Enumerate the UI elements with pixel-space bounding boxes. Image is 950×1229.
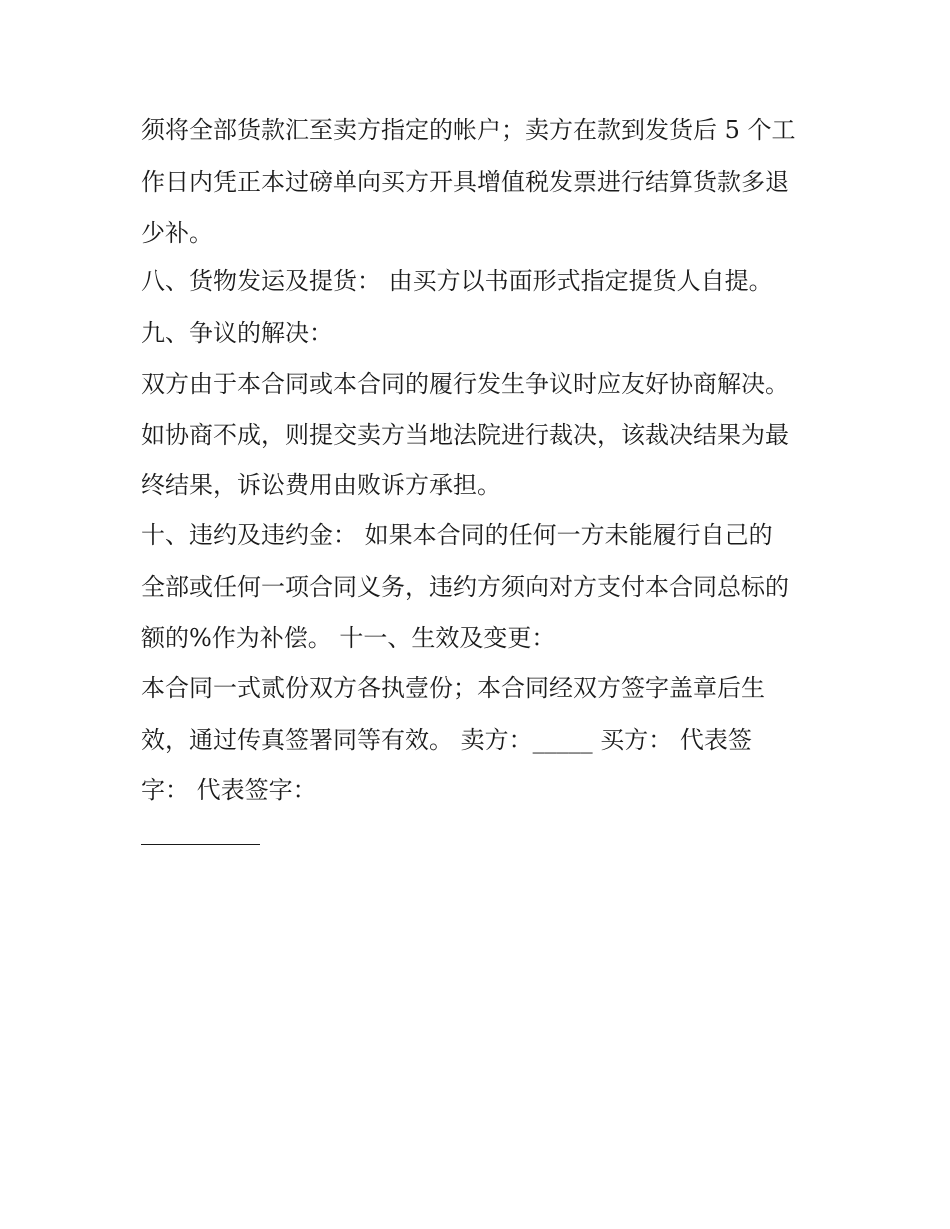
- clause-10-line: 十、违约及违约金： 如果本合同的任何一方未能履行自己的: [141, 521, 773, 549]
- text-line-11: 额的%作为补偿。 十一、生效及变更：: [141, 624, 556, 652]
- text-line-12: 本合同一式贰份双方各执壹份；本合同经双方签字盖章后生: [141, 674, 765, 702]
- clause-8-line: 八、货物发运及提货： 由买方以书面形式指定提货人自提。: [141, 267, 773, 295]
- signature-parties-line: 效，通过传真签署同等有效。 卖方：_____ 买方： 代表签: [141, 726, 752, 754]
- signature-underline: [141, 844, 260, 845]
- text-line-7: 如协商不成，则提交卖方当地法院进行裁决，该裁决结果为最: [141, 421, 789, 449]
- signature-representative-line: 字： 代表签字：: [141, 776, 317, 804]
- text-line-3: 少补。: [141, 219, 213, 247]
- text-line-10: 全部或任何一项合同义务，违约方须向对方支付本合同总标的: [141, 573, 789, 601]
- text-line-2: 作日内凭正本过磅单向买方开具增值税发票进行结算货款多退: [141, 168, 789, 196]
- text-line-1: 须将全部货款汇至卖方指定的帐户；卖方在款到发货后 5 个工: [141, 116, 796, 144]
- text-line-6: 双方由于本合同或本合同的履行发生争议时应友好协商解决。: [141, 370, 789, 398]
- text-line-8: 终结果，诉讼费用由败诉方承担。: [141, 471, 501, 499]
- clause-9-heading: 九、争议的解决：: [141, 319, 333, 347]
